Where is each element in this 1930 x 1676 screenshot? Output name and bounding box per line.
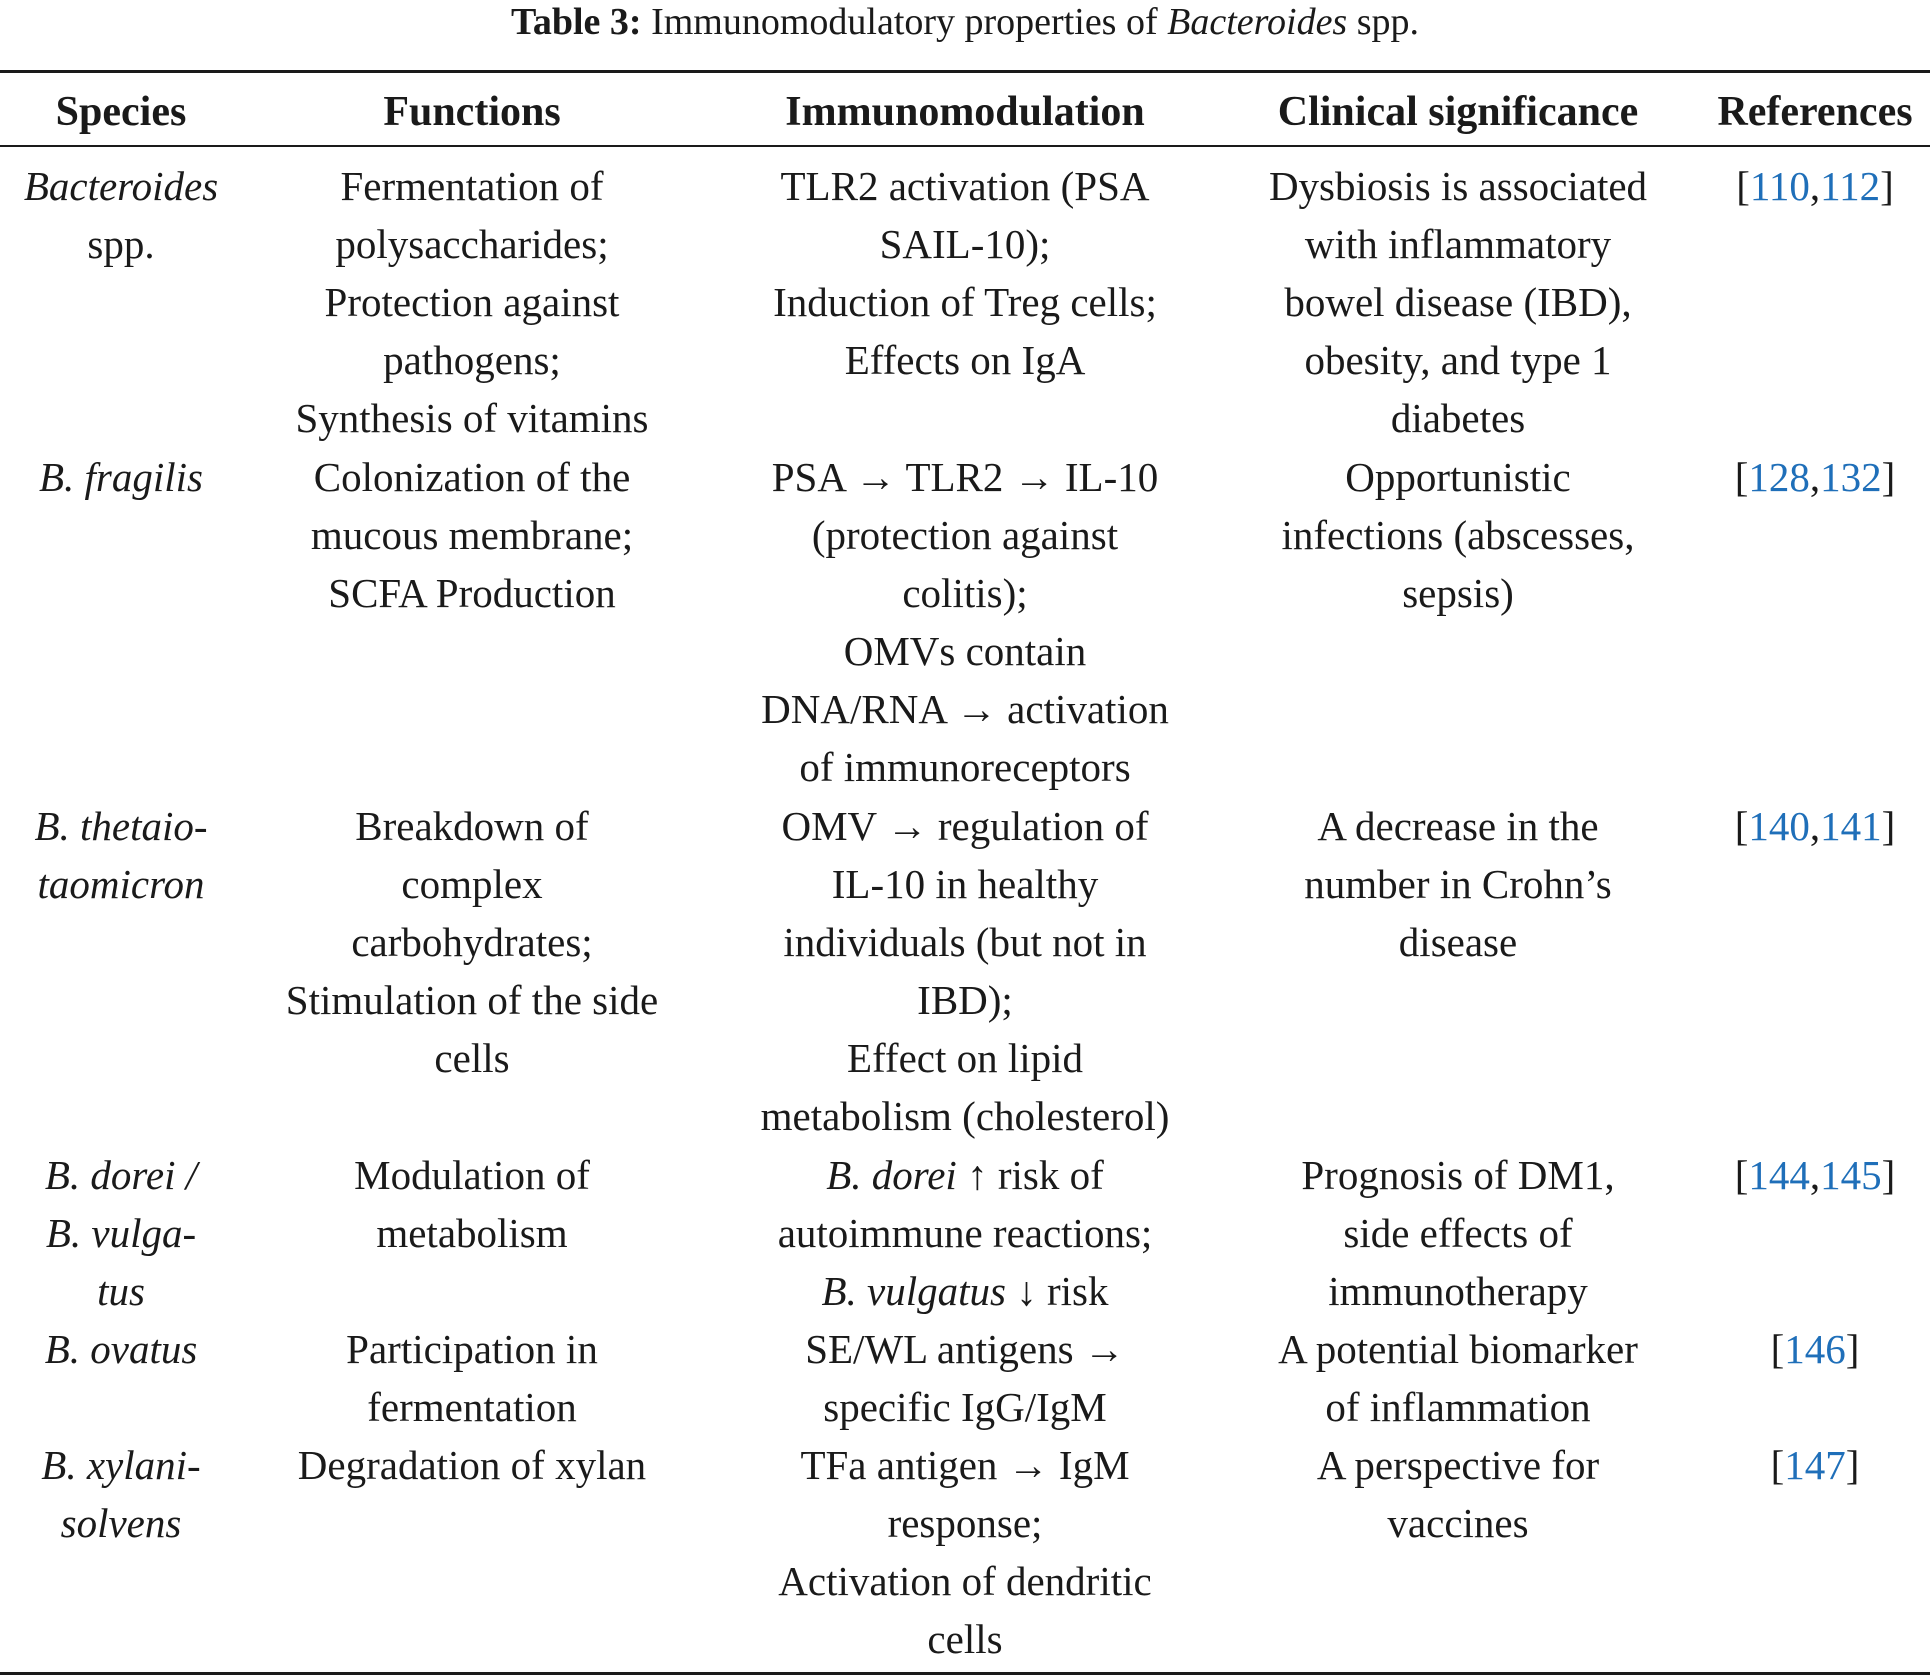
immunomodulation-line: (protection against	[811, 512, 1119, 558]
species-line: B. vulga-	[45, 1210, 197, 1256]
immunomodulation-line: DNA/RNA → activation	[761, 686, 1169, 732]
clinical-line: diabetes	[1390, 395, 1526, 441]
immunomodulation-text: ↑ risk of	[956, 1152, 1104, 1198]
bracket-close: ]	[1881, 1152, 1896, 1198]
immunomodulation-cell	[720, 797, 1210, 1145]
immunomodulation-cell	[720, 448, 1210, 796]
clinical-line: A decrease in the	[1317, 803, 1599, 849]
ref-separator: ,	[1809, 1152, 1821, 1198]
immunomodulation-line: OMVs contain	[843, 628, 1087, 674]
clinical-cell	[1228, 1320, 1688, 1436]
immunomodulation-cell	[720, 1320, 1210, 1436]
header-functions: Functions	[383, 89, 561, 135]
table-caption	[0, 0, 1930, 48]
species-mention: B. dorei	[826, 1152, 957, 1198]
species-cell	[0, 157, 242, 273]
immunomodulation-line: cells	[927, 1616, 1003, 1662]
species-mention: B. vulgatus	[821, 1268, 1006, 1314]
clinical-line: bowel disease (IBD),	[1284, 279, 1632, 325]
bracket-open: [	[1770, 1326, 1785, 1372]
species-line: B. fragilis	[38, 454, 204, 500]
functions-line: Colonization of the	[313, 454, 631, 500]
immunomodulation-line: individuals (but not in	[783, 919, 1147, 965]
reference-link[interactable]: 112	[1820, 163, 1881, 209]
functions-line: pathogens;	[383, 337, 561, 383]
clinical-line: A perspective for	[1316, 1442, 1600, 1488]
clinical-cell	[1228, 1436, 1688, 1552]
functions-line: metabolism	[376, 1210, 568, 1256]
clinical-line: number in Crohn’s	[1304, 861, 1612, 907]
species-line: solvens	[60, 1500, 182, 1546]
bracket-open: [	[1734, 1152, 1749, 1198]
immunomodulation-cell	[720, 1436, 1210, 1668]
immunomodulation-line: Induction of Treg cells;	[773, 279, 1157, 325]
clinical-line: side effects of	[1343, 1210, 1573, 1256]
functions-line: mucous membrane;	[310, 512, 634, 558]
reference-link[interactable]: 146	[1784, 1326, 1846, 1372]
references-cell	[1700, 157, 1930, 215]
immunomodulation-line: OMV → regulation of	[781, 803, 1149, 849]
immunomodulation-line: Activation of dendritic	[778, 1558, 1152, 1604]
clinical-line: immunotherapy	[1328, 1268, 1588, 1314]
functions-line: Participation in	[346, 1326, 598, 1372]
header-species: Species	[55, 89, 187, 135]
functions-line: Modulation of	[354, 1152, 590, 1198]
top-rule	[0, 70, 1930, 73]
clinical-line: A potential biomarker	[1278, 1326, 1638, 1372]
immunomodulation-line: TLR2 activation (PSA	[780, 163, 1150, 209]
clinical-cell	[1228, 448, 1688, 622]
functions-cell	[250, 1436, 694, 1494]
caption-label: Table 3:	[510, 1, 642, 43]
header-references: References	[1717, 89, 1913, 135]
references-line	[1700, 1146, 1930, 1204]
immunomodulation-text: ↓ risk	[1005, 1268, 1109, 1314]
reference-link[interactable]: 132	[1820, 454, 1882, 500]
header-clinical-significance: Clinical significance	[1277, 89, 1639, 135]
reference-link[interactable]: 140	[1748, 803, 1810, 849]
functions-line: Breakdown of	[355, 803, 589, 849]
caption-suffix: spp.	[1356, 1, 1420, 43]
species-line: B. dorei /	[44, 1152, 198, 1198]
immunomodulation-line: SE/WL antigens →	[805, 1326, 1125, 1372]
clinical-line: infections (abscesses,	[1281, 512, 1635, 558]
functions-cell	[250, 157, 694, 447]
reference-link[interactable]: 141	[1820, 803, 1882, 849]
clinical-cell	[1228, 797, 1688, 971]
immunomodulation-line: colitis);	[902, 570, 1028, 616]
functions-line: complex	[401, 861, 543, 907]
species-cell	[0, 797, 242, 913]
bracket-open: [	[1734, 803, 1749, 849]
functions-line: Synthesis of vitamins	[295, 395, 649, 441]
species-cell	[0, 1146, 242, 1320]
immunomodulation-line: IBD);	[917, 977, 1013, 1023]
functions-cell	[250, 797, 694, 1087]
functions-line: carbohydrates;	[351, 919, 593, 965]
functions-line: cells	[434, 1035, 510, 1081]
species-line: Bacteroides	[23, 163, 219, 209]
reference-link[interactable]: 128	[1748, 454, 1810, 500]
species-line: B. ovatus	[44, 1326, 198, 1372]
clinical-line: vaccines	[1387, 1500, 1529, 1546]
references-cell	[1700, 1320, 1930, 1378]
immunomodulation-line: SAIL-10);	[879, 221, 1051, 267]
caption-text: Immunomodulatory properties of	[651, 1, 1158, 43]
functions-line: fermentation	[367, 1384, 577, 1430]
immunomodulation-line: specific IgG/IgM	[823, 1384, 1107, 1430]
species-line: B. thetaio-	[34, 803, 208, 849]
immunomodulation-line	[720, 1262, 1210, 1320]
species-cell	[0, 1436, 242, 1552]
immunomodulation-line: metabolism (cholesterol)	[760, 1093, 1170, 1139]
references-cell	[1700, 1436, 1930, 1494]
bracket-open: [	[1736, 163, 1750, 209]
header-immunomodulation: Immunomodulation	[785, 89, 1145, 135]
functions-line: polysaccharides;	[335, 221, 609, 267]
functions-line: Protection against	[324, 279, 620, 325]
clinical-line: obesity, and type 1	[1304, 337, 1612, 383]
bracket-open: [	[1770, 1442, 1785, 1488]
references-cell	[1700, 797, 1930, 855]
reference-link[interactable]: 147	[1784, 1442, 1846, 1488]
immunomodulation-cell	[720, 157, 1210, 389]
references-line	[1700, 448, 1930, 506]
header-rule	[0, 145, 1930, 147]
species-line: tus	[97, 1268, 145, 1314]
bracket-close: ]	[1845, 1326, 1860, 1372]
species-line: spp.	[87, 221, 155, 267]
clinical-line: Prognosis of DM1,	[1301, 1152, 1615, 1198]
immunomodulation-line	[720, 1204, 1210, 1262]
clinical-line: sepsis)	[1402, 570, 1514, 616]
immunomodulation-line	[720, 1146, 1210, 1204]
functions-cell	[250, 1320, 694, 1436]
clinical-cell	[1228, 157, 1688, 447]
ref-separator: ,	[1809, 454, 1821, 500]
immunomodulation-line: of immunoreceptors	[799, 744, 1131, 790]
references-line	[1700, 157, 1930, 215]
immunomodulation-line: response;	[887, 1500, 1043, 1546]
bracket-close: ]	[1845, 1442, 1860, 1488]
functions-line: SCFA Production	[328, 570, 616, 616]
immunomodulation-line: PSA → TLR2 → IL-10	[771, 454, 1159, 500]
clinical-line: Dysbiosis is associated	[1268, 163, 1648, 209]
bracket-close: ]	[1881, 803, 1896, 849]
functions-line: Fermentation of	[340, 163, 604, 209]
immunomodulation-line: Effects on IgA	[844, 337, 1086, 383]
clinical-line: with inflammatory	[1304, 221, 1612, 267]
immunomodulation-text: autoimmune reactions;	[777, 1210, 1153, 1256]
reference-link[interactable]: 144	[1748, 1152, 1810, 1198]
functions-line: Degradation of xylan	[297, 1442, 647, 1488]
references-cell	[1700, 1146, 1930, 1204]
clinical-line: of inflammation	[1325, 1384, 1591, 1430]
functions-cell	[250, 448, 694, 622]
reference-link[interactable]: 110	[1749, 163, 1810, 209]
references-line	[1700, 1320, 1930, 1378]
immunomodulation-line: IL-10 in healthy	[831, 861, 1099, 907]
references-line	[1700, 1436, 1930, 1494]
reference-link[interactable]: 145	[1820, 1152, 1882, 1198]
immunomodulation-line: Effect on lipid	[846, 1035, 1084, 1081]
references-line	[1700, 797, 1930, 855]
bracket-open: [	[1734, 454, 1749, 500]
functions-line: Stimulation of the side	[285, 977, 659, 1023]
clinical-line: Opportunistic	[1345, 454, 1571, 500]
immunomodulation-line: TFa antigen → IgM	[800, 1442, 1130, 1488]
immunomodulation-cell	[720, 1146, 1210, 1320]
clinical-cell	[1228, 1146, 1688, 1320]
species-line: B. xylani-	[41, 1442, 201, 1488]
bracket-close: ]	[1881, 454, 1896, 500]
species-line: taomicron	[37, 861, 205, 907]
bottom-rule	[0, 1672, 1930, 1675]
references-cell	[1700, 448, 1930, 506]
ref-separator: ,	[1809, 803, 1821, 849]
species-cell	[0, 1320, 242, 1378]
ref-separator: ,	[1809, 163, 1821, 209]
functions-cell	[250, 1146, 694, 1262]
caption-genus: Bacteroides	[1167, 1, 1348, 43]
bracket-close: ]	[1880, 163, 1894, 209]
species-cell	[0, 448, 242, 506]
clinical-line: disease	[1398, 919, 1518, 965]
